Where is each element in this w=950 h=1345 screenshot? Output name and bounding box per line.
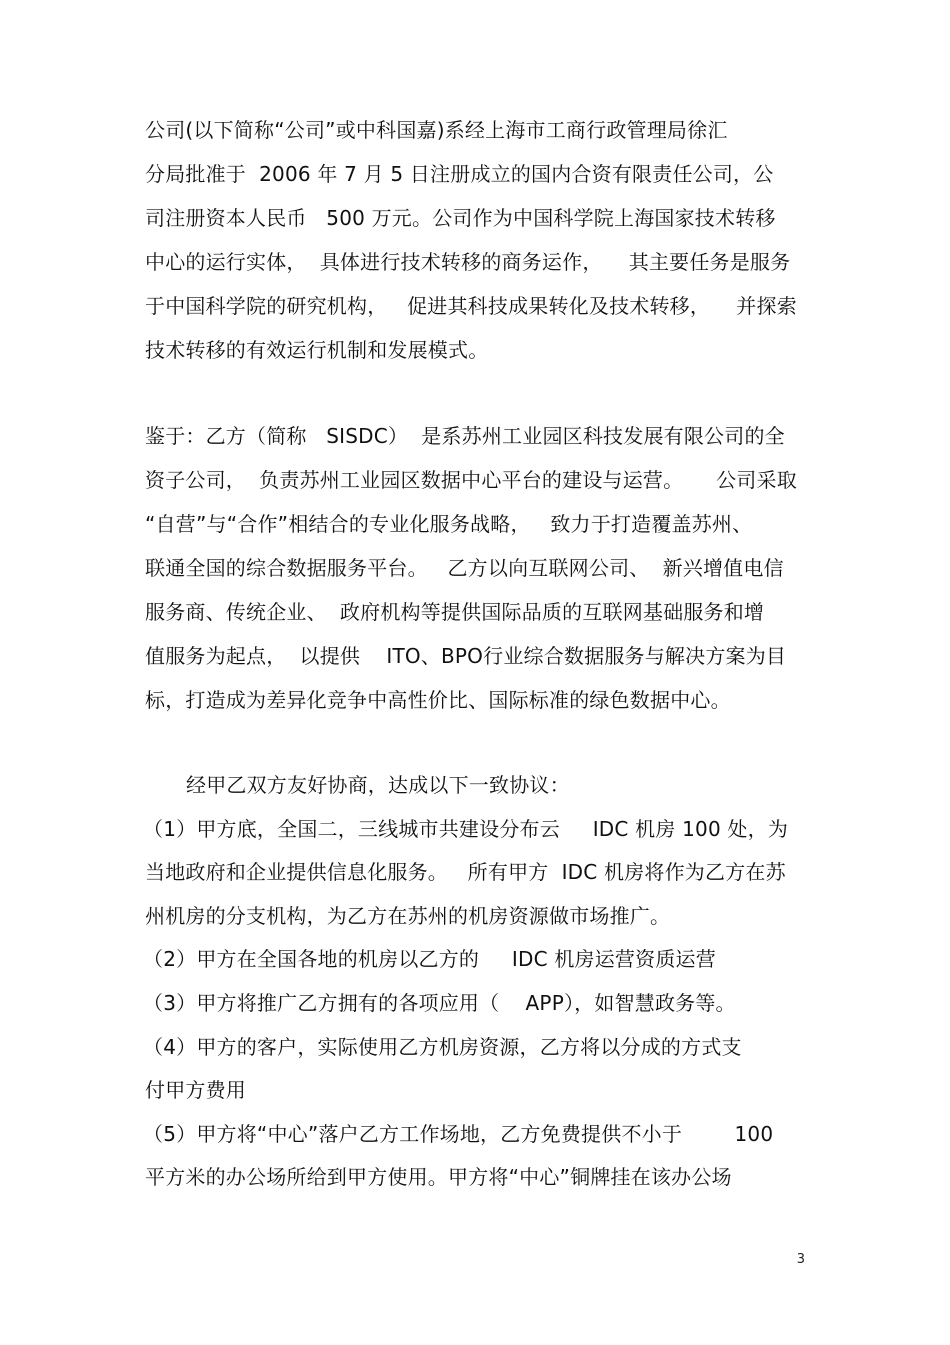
paragraph-2-line: 值服务为起点， 以提供 ITO、BPO行业综合数据服务与解决方案为目 <box>145 644 787 668</box>
paragraph-2-line: 鉴于：乙方（简称 SISDC） 是系苏州工业园区科技发展有限公司的全 <box>145 424 785 448</box>
paragraph-1-line: 司注册资本人民币 500 万元。公司作为中国科学院上海国家技术转移 <box>145 206 776 230</box>
paragraph-2-line: 服务商、传统企业、 政府机构等提供国际品质的互联网基础服务和增 <box>145 600 765 624</box>
agreement-item-line: （4）甲方的客户，实际使用乙方机房资源，乙方将以分成的方式支 <box>143 1035 742 1059</box>
agreement-item-line: 付甲方费用 <box>145 1078 246 1102</box>
paragraph-1-line: 公司(以下简称“公司”或中科国嘉)系经上海市工商行政管理局徐汇 <box>145 118 728 142</box>
agreement-item-line: 平方米的办公场所给到甲方使用。甲方将“中心”铜牌挂在该办公场 <box>145 1165 732 1189</box>
paragraph-2-line: 联通全国的综合数据服务平台。 乙方以向互联网公司、 新兴增值电信 <box>145 556 784 580</box>
agreement-item-line: （3）甲方将推广乙方拥有的各项应用（ APP），如智慧政务等。 <box>143 991 736 1015</box>
page-number: 3 <box>796 1252 805 1267</box>
agreement-intro: 经甲乙双方友好协商，达成以下一致协议： <box>186 773 570 797</box>
agreement-item-line: （1）甲方底，全国二，三线城市共建设分布云 IDC 机房 100 处，为 <box>143 817 789 841</box>
paragraph-1-line: 技术转移的有效运行机制和发展模式。 <box>145 338 489 362</box>
paragraph-1-line: 中心的运行实体， 具体进行技术转移的商务运作， 其主要任务是服务 <box>145 250 791 274</box>
paragraph-1-line: 分局批准于 2006 年 7 月 5 日注册成立的国内合资有限责任公司，公 <box>145 162 774 186</box>
paragraph-2-line: 资子公司， 负责苏州工业园区数据中心平台的建设与运营。 公司采取 <box>145 468 797 492</box>
agreement-item-line: （5）甲方将“中心”落户乙方工作场地，乙方免费提供不小于 100 <box>143 1122 774 1146</box>
agreement-item-line: （2）甲方在全国各地的机房以乙方的 IDC 机房运营资质运营 <box>143 947 716 971</box>
paragraph-1-line: 于中国科学院的研究机构， 促进其科技成果转化及技术转移， 并探索 <box>145 294 797 318</box>
agreement-item-line: 州机房的分支机构，为乙方在苏州的机房资源做市场推广。 <box>145 904 671 928</box>
agreement-item-line: 当地政府和企业提供信息化服务。 所有甲方 IDC 机房将作为乙方在苏 <box>145 860 786 884</box>
paragraph-2-line: 标，打造成为差异化竞争中高性价比、国际标准的绿色数据中心。 <box>145 688 731 712</box>
paragraph-2-line: “自营”与“合作”相结合的专业化服务战略， 致力于打造覆盖苏州、 <box>145 512 753 536</box>
